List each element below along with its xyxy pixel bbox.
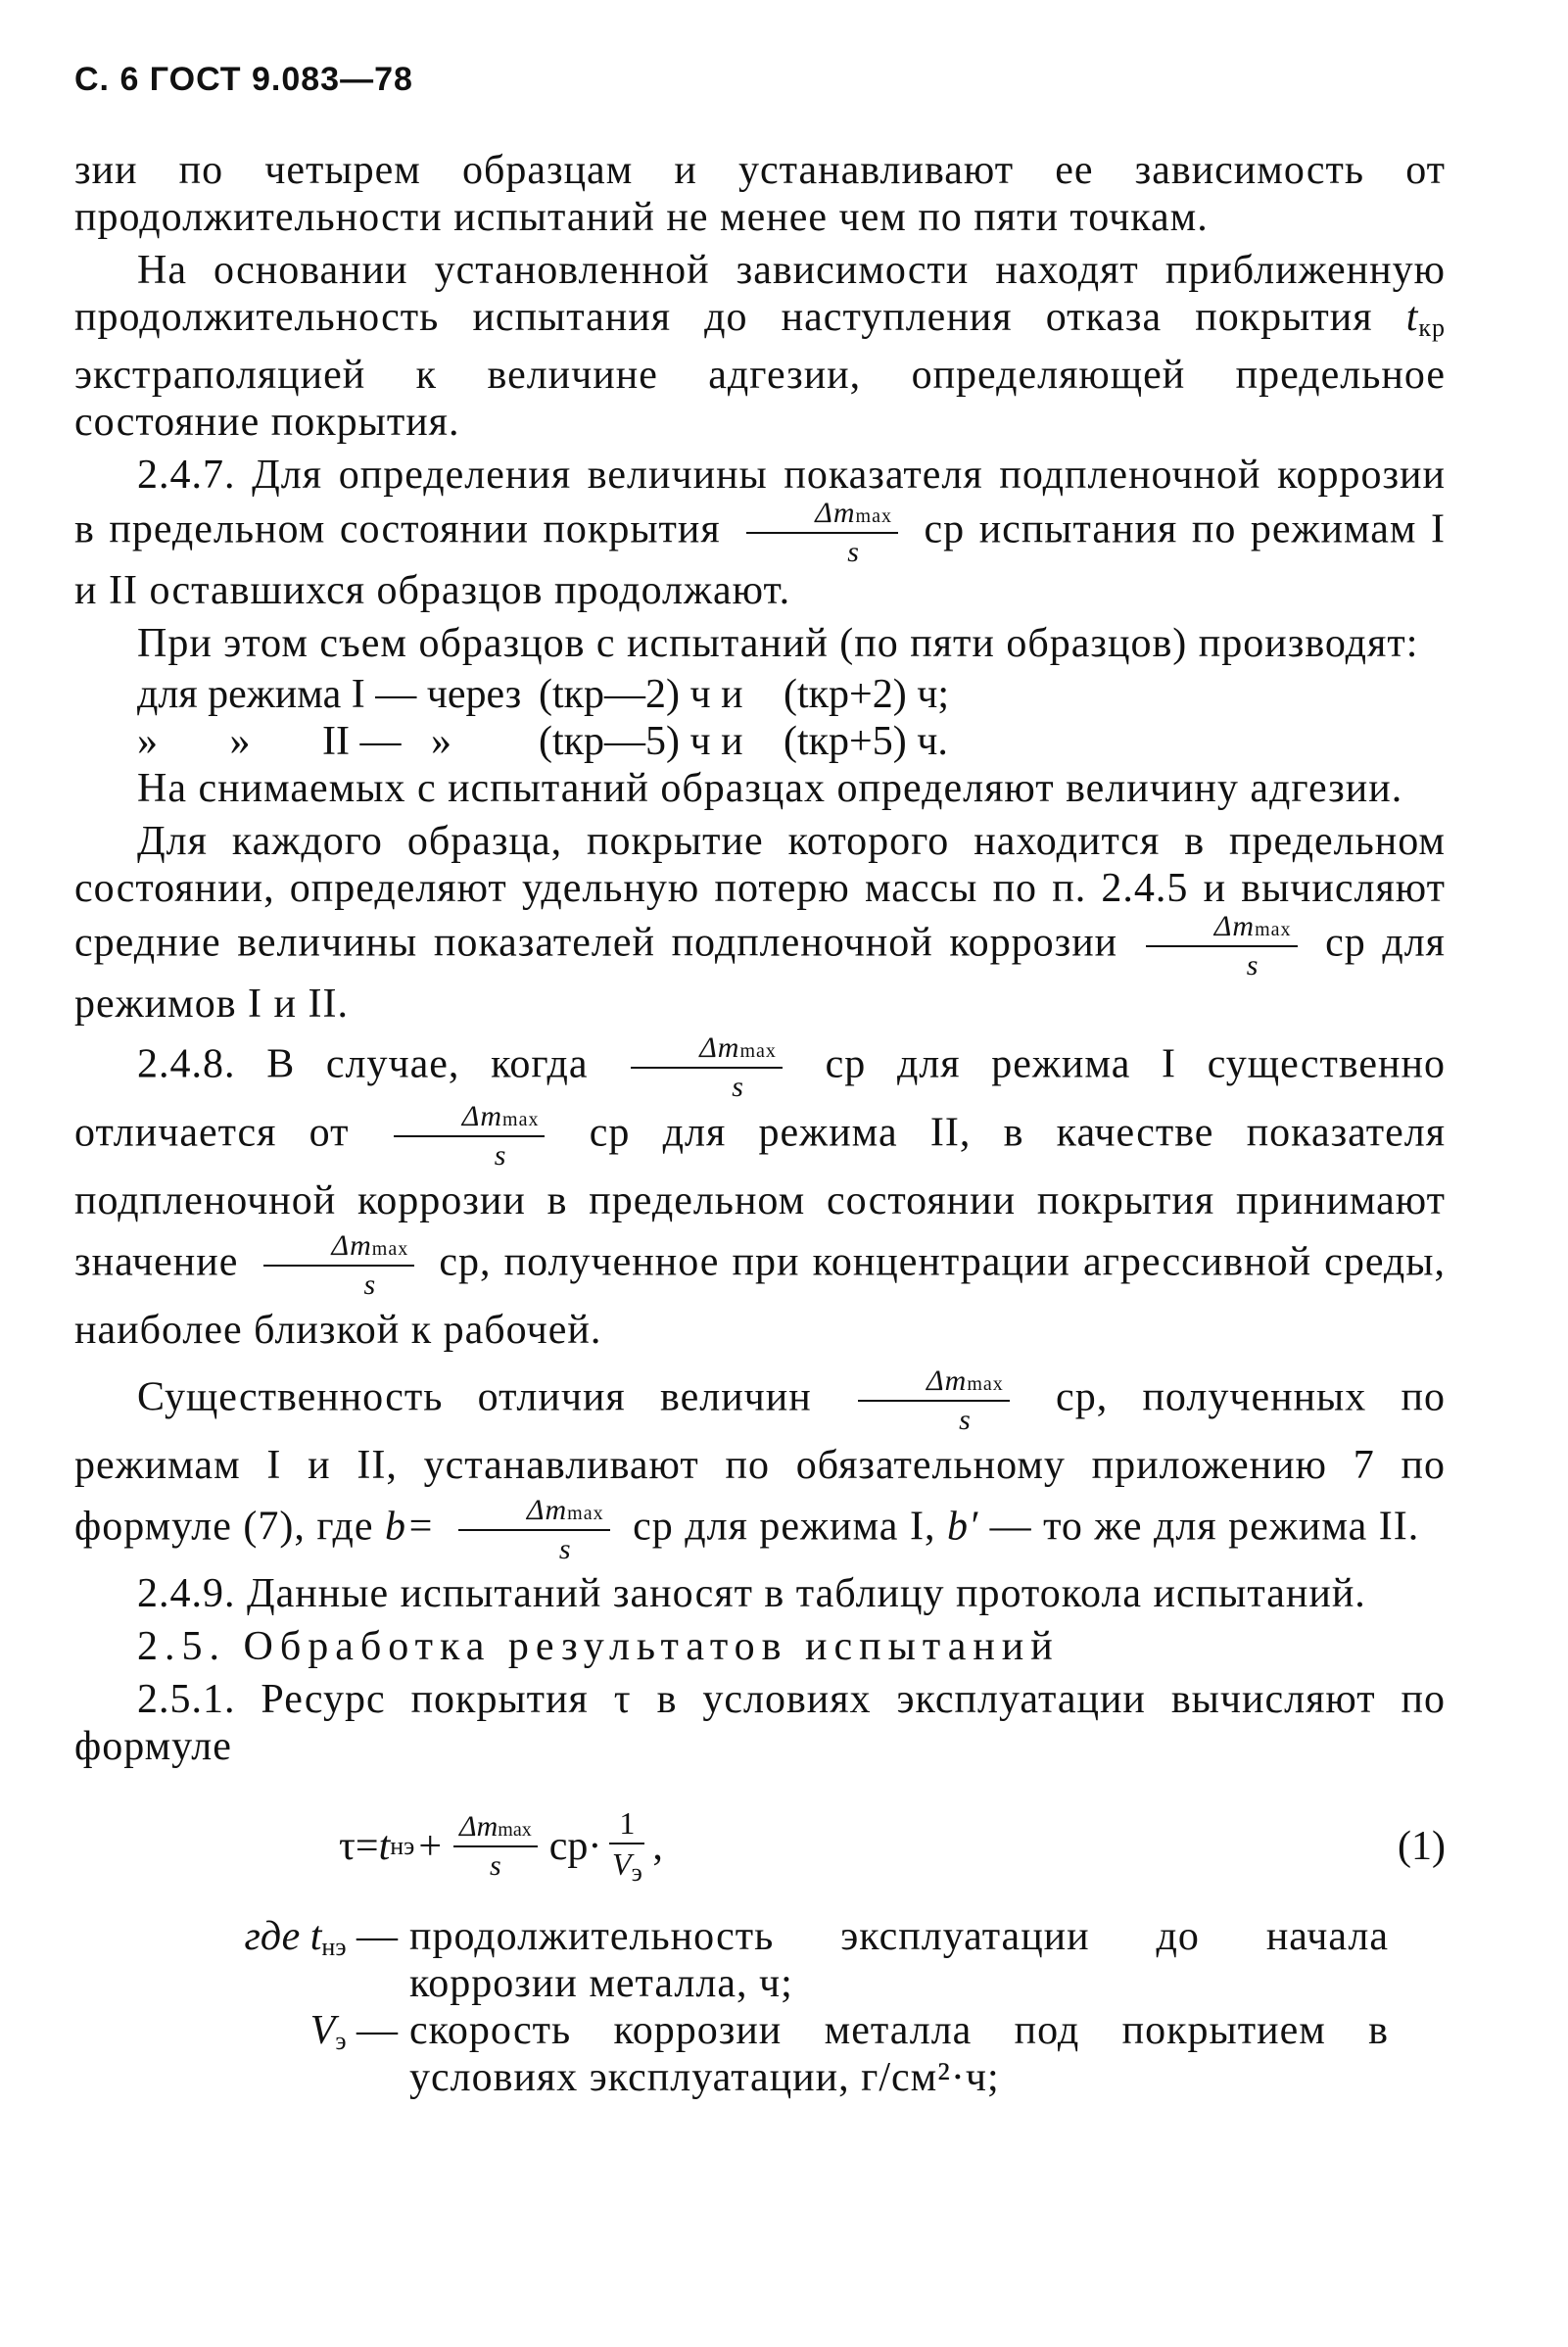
num-sub: max	[739, 1040, 777, 1062]
fraction-denominator: s	[558, 1533, 572, 1565]
sub-kr: кр	[1418, 313, 1447, 342]
formula-tau-eq: τ=	[339, 1824, 379, 1869]
paragraph-2-4-7	[74, 452, 1446, 614]
num-base: Δm	[526, 1494, 568, 1526]
where-term-symbol: V	[309, 2008, 336, 2053]
fraction-numerator	[1146, 912, 1298, 947]
mode-row	[137, 718, 1446, 765]
paragraph-sampling: При этом съем образцов с испытаний (по пяти образцов) производят:	[137, 621, 1419, 666]
fraction-denominator: s	[847, 536, 860, 568]
fraction-denominator: s	[490, 1849, 501, 1882]
fraction-dm-s	[394, 1102, 546, 1171]
fraction-denominator: s	[732, 1071, 744, 1103]
formula-sub-ne: нэ	[390, 1832, 415, 1860]
where-dash: —	[346, 2008, 398, 2053]
fraction-dm-s	[858, 1366, 1010, 1435]
fraction-denominator: s	[959, 1404, 972, 1436]
fraction-dm-s	[453, 1812, 538, 1881]
fraction-dm-s	[631, 1033, 783, 1102]
where-dash: —	[346, 1914, 398, 1959]
fraction-numerator: 1	[609, 1807, 644, 1844]
paragraph-mass-loss	[74, 818, 1446, 1028]
section-heading-2-5: 2.5. Обработка результатов испытаний	[137, 1624, 1060, 1669]
text-run: ср для режима I существенно отличается от	[74, 1041, 1446, 1156]
num-base: Δm	[461, 1100, 503, 1132]
text-run: ср для режима I,	[633, 1504, 936, 1550]
mode-ditto	[431, 671, 539, 718]
num-sub: max	[502, 1109, 540, 1130]
fraction-1-over-V	[609, 1807, 644, 1886]
paragraph-extrapolation	[74, 247, 1446, 446]
where-term-sub: э	[335, 2027, 347, 2055]
num-sub: max	[855, 505, 892, 527]
num-base: Δm	[1213, 910, 1256, 942]
mode-ditto: »	[431, 719, 451, 764]
where-term	[74, 2007, 409, 2101]
num-base: Δm	[459, 1810, 499, 1843]
fraction-numerator	[746, 499, 898, 534]
var-b-prime: b′	[946, 1504, 979, 1550]
where-item	[74, 1913, 1446, 2007]
equation-number: (1)	[1398, 1824, 1446, 1869]
num-sub: max	[498, 1819, 532, 1841]
fraction-dm-s	[458, 1496, 610, 1564]
formula-t: t	[378, 1824, 391, 1869]
mode-label: для режима I — через	[137, 672, 522, 717]
mode-time-2: (tкр+5) ч.	[784, 719, 948, 764]
mode-row	[137, 671, 1446, 718]
text-run: На основании установленной зависимости находят приближенную продолжительность испытания до наступления отказа покрытия	[74, 248, 1446, 340]
fraction-dm-s	[1146, 912, 1298, 981]
mode-time-2: (tкр+2) ч;	[784, 672, 950, 717]
num-sub: max	[1255, 919, 1292, 940]
text-run: — то же для режима II.	[989, 1504, 1420, 1550]
where-term	[74, 1913, 409, 2007]
text-run: экстраполяцией к величине адгезии, определяющей предельное состояние покрытия.	[74, 353, 1446, 445]
body-text	[74, 147, 1446, 2101]
fraction-denominator	[612, 1844, 642, 1886]
mode-label: » » II —	[137, 719, 402, 764]
var-t: t	[1405, 295, 1419, 340]
formula-plus: +	[418, 1824, 443, 1869]
text-run: ср для режимов I и II.	[74, 920, 1447, 1027]
formula-cp: ср·	[548, 1824, 602, 1869]
fraction-denominator: s	[363, 1269, 377, 1301]
fraction-numerator	[453, 1812, 538, 1847]
where-item	[74, 2007, 1446, 2101]
fraction-numerator	[263, 1231, 415, 1267]
num-base: Δm	[331, 1229, 372, 1262]
formula-expression	[339, 1807, 663, 1886]
text-run: ср, полученное при концентрации агрессивной среды, наиболее близкой к рабочей.	[74, 1239, 1446, 1353]
text-run: 2.4.8. В случае, когда	[137, 1041, 589, 1087]
num-base: Δm	[699, 1031, 740, 1064]
where-definition: продолжительность эксплуатации до начала коррозии металла, ч;	[409, 1914, 1389, 2006]
text-run: ср испытания по режимам I и II оставшихся образцов продолжают.	[74, 506, 1447, 613]
fraction-denominator: s	[1246, 949, 1259, 982]
text-run: ср, полученных по режимам I и II, устанавливают по обязательному приложению 7 по формуле (7), где	[74, 1374, 1447, 1550]
formula-1	[74, 1797, 1446, 1895]
formula-comma: ,	[652, 1824, 663, 1869]
var-b-eq: b=	[385, 1504, 436, 1550]
modes-list	[137, 671, 1446, 765]
paragraph-adhesion: На снимаемых с испытаний образцах определяют величину адгезии.	[137, 766, 1403, 811]
fraction-dm-s	[263, 1231, 415, 1300]
text-run: Для каждого образца, покрытие которого находится в предельном состоянии, определяют удельную потерю массы по п. 2.4.5 и вычисляют средние величины показателей подпленочной коррозии	[74, 819, 1446, 966]
where-term-sub: нэ	[321, 1933, 347, 1961]
fraction-dm-s	[746, 499, 898, 567]
paragraph-2-5-1: 2.5.1. Ресурс покрытия τ в условиях эксплуатации вычисляют по формуле	[74, 1677, 1446, 1769]
page-header: С. 6 ГОСТ 9.083—78	[74, 61, 413, 98]
paragraph-2-4-9: 2.4.9. Данные испытаний заносят в таблицу протокола испытаний.	[137, 1571, 1366, 1616]
paragraph-2-4-8	[74, 1033, 1446, 1361]
where-list	[74, 1913, 1446, 2101]
paragraph-significance	[74, 1366, 1446, 1564]
text-run: ср для режима II, в качестве показателя подпленочной коррозии в предельном состоянии покрытия принимают значение	[74, 1110, 1447, 1285]
paragraph-continuation: зии по четырем образцам и устанавливают ее зависимость от продолжительности испытаний не менее чем по пяти точкам.	[74, 148, 1446, 240]
fraction-numerator	[858, 1366, 1010, 1402]
text-run: 2.4.7. Для определения величины показателя подпленочной коррозии в предельном состоянии покрытия	[74, 453, 1446, 552]
num-base: Δm	[927, 1365, 968, 1397]
num-sub: max	[371, 1238, 409, 1260]
formula-sub-e: э	[631, 1858, 642, 1887]
text-run: Существенность отличия величин	[137, 1374, 812, 1420]
num-sub: max	[567, 1503, 604, 1524]
formula-V: V	[612, 1846, 632, 1882]
where-term-symbol: где t	[244, 1914, 322, 1959]
mode-time-1: (tкр—5) ч и	[539, 719, 743, 764]
mode-time-1: (tкр—2) ч и	[539, 672, 743, 717]
fraction-numerator	[458, 1496, 610, 1531]
num-base: Δm	[815, 497, 856, 529]
fraction-denominator: s	[494, 1139, 507, 1172]
num-sub: max	[967, 1373, 1004, 1395]
fraction-numerator	[394, 1102, 546, 1137]
fraction-numerator	[631, 1033, 783, 1069]
where-definition: скорость коррозии металла под покрытием в условиях эксплуатации, г/см²·ч;	[409, 2008, 1389, 2100]
